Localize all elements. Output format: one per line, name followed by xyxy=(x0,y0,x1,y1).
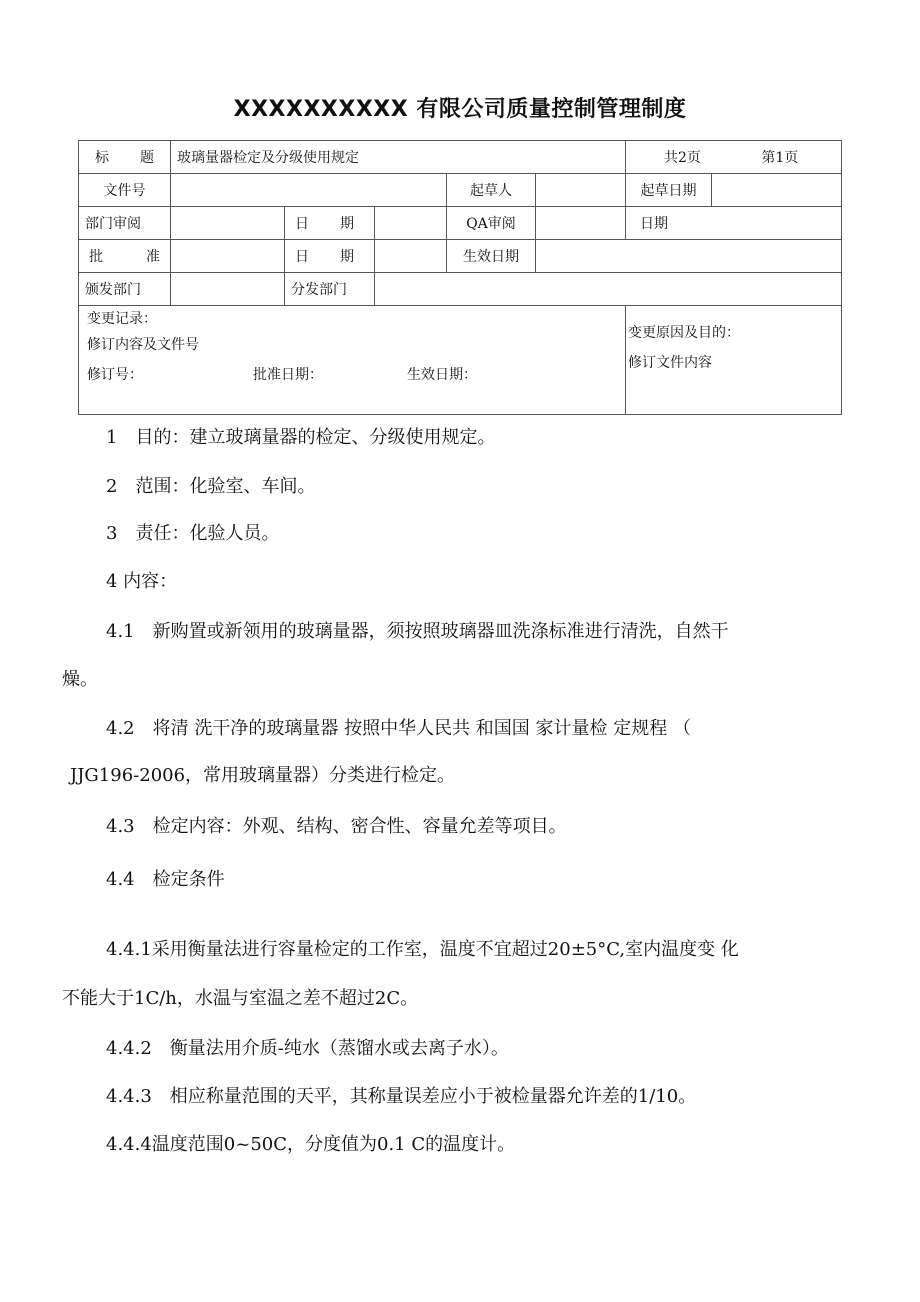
body-paragraph: 4.4.1采用衡量法进行容量检定的工作室，温度不宜超过20±5°C,室内温度变 化 xyxy=(106,939,739,960)
revision-file-content-label: 修订文件内容 xyxy=(628,355,712,371)
body-paragraph: 4.3 检定内容：外观、结构、密合性、容量允差等项目。 xyxy=(106,816,567,837)
body-paragraph-cont: 不能大于1C/h，水温与室温之差不超过2C。 xyxy=(62,988,419,1009)
body-paragraph: 4.4.3 相应称量范围的天平，其称量误差应小于被检量器允许差的1/10。 xyxy=(106,1086,697,1107)
body-paragraph-cont: 燥。 xyxy=(62,669,98,690)
date-label-a: 日 xyxy=(295,216,309,232)
table-row xyxy=(79,141,842,174)
qa-date-label: 日期 xyxy=(626,207,842,240)
change-record-cell xyxy=(79,306,626,415)
draft-date-label: 起草日期 xyxy=(626,174,712,207)
date-label-cell xyxy=(285,207,375,240)
effective-date-label: 生效日期 xyxy=(447,240,536,273)
approve-label-a: 批 xyxy=(89,249,103,265)
body-paragraph: 4 内容： xyxy=(106,571,178,592)
body-paragraph-cont: JJG196-2006，常用玻璃量器）分类进行检定。 xyxy=(70,765,456,786)
body-paragraph: 4.2 将清 洗干净的玻璃量器 按照中华人民共 和国国 家计量检 定规程 （ xyxy=(106,718,691,739)
drafter-label: 起草人 xyxy=(447,174,536,207)
title-value-cell: 玻璃量器检定及分级使用规定 xyxy=(171,141,626,174)
body-paragraph: 4.4.2 衡量法用介质-纯水（蒸馏水或去离子水）。 xyxy=(106,1038,509,1059)
approve-value xyxy=(171,240,285,273)
body-paragraph: 1 目的：建立玻璃量器的检定、分级使用规定。 xyxy=(106,427,496,448)
body-paragraph: 4.4 检定条件 xyxy=(106,869,225,890)
document-title: XXXXXXXXXX 有限公司质量控制管理制度 xyxy=(233,97,687,122)
body-paragraph: 3 责任：化验人员。 xyxy=(106,523,280,544)
change-reason-label: 变更原因及目的： xyxy=(628,325,740,341)
table-row xyxy=(79,306,842,415)
distribute-dept-label: 分发部门 xyxy=(285,273,375,306)
body-paragraph: 4.4.4温度范围0~50C，分度值为0.1 C的温度计。 xyxy=(106,1134,516,1155)
revision-meta-row xyxy=(87,360,619,390)
table-row xyxy=(79,240,842,273)
date-value xyxy=(375,207,447,240)
document-header-table xyxy=(78,140,842,415)
approve-label-b: 准 xyxy=(146,249,160,265)
body-paragraph: 2 范围：化验室、车间。 xyxy=(106,476,316,497)
date-label-b: 期 xyxy=(340,249,354,265)
total-pages: 共2页 xyxy=(664,150,701,166)
page-info-cell xyxy=(626,141,842,174)
body-paragraph: 4.1 新购置或新领用的玻璃量器，须按照玻璃器皿洗涤标准进行清洗，自然干 xyxy=(106,621,729,642)
effective-date2-label: 生效日期： xyxy=(407,367,477,383)
date-label-cell xyxy=(285,240,375,273)
change-reason-cell xyxy=(626,306,842,415)
dept-review-value xyxy=(171,207,285,240)
distribute-dept-value xyxy=(375,273,842,306)
date-label-a: 日 xyxy=(295,249,309,265)
table-row xyxy=(79,273,842,306)
date-label-b: 期 xyxy=(340,216,354,232)
file-no-label: 文件号 xyxy=(79,174,171,207)
qa-review-value xyxy=(536,207,626,240)
title-label-b: 题 xyxy=(140,150,154,166)
draft-date-value xyxy=(712,174,842,207)
revision-content-label: 修订内容及文件号 xyxy=(87,337,199,353)
table-row xyxy=(79,174,842,207)
issue-dept-value xyxy=(171,273,285,306)
effective-date-value xyxy=(536,240,842,273)
qa-review-label: QA审阅 xyxy=(447,207,536,240)
drafter-value xyxy=(536,174,626,207)
date-value xyxy=(375,240,447,273)
table-row xyxy=(79,207,842,240)
approve-label-cell xyxy=(79,240,171,273)
issue-dept-label: 颁发部门 xyxy=(79,273,171,306)
page-number: 第1页 xyxy=(761,150,799,166)
approval-date-label: 批准日期： xyxy=(253,367,323,383)
title-label-cell xyxy=(79,141,171,174)
dept-review-label: 部门审阅 xyxy=(79,207,171,240)
change-record-label: 变更记录： xyxy=(87,311,157,327)
file-no-value xyxy=(171,174,447,207)
title-label-a: 标 xyxy=(95,150,109,166)
revision-no-label: 修订号： xyxy=(87,367,143,383)
